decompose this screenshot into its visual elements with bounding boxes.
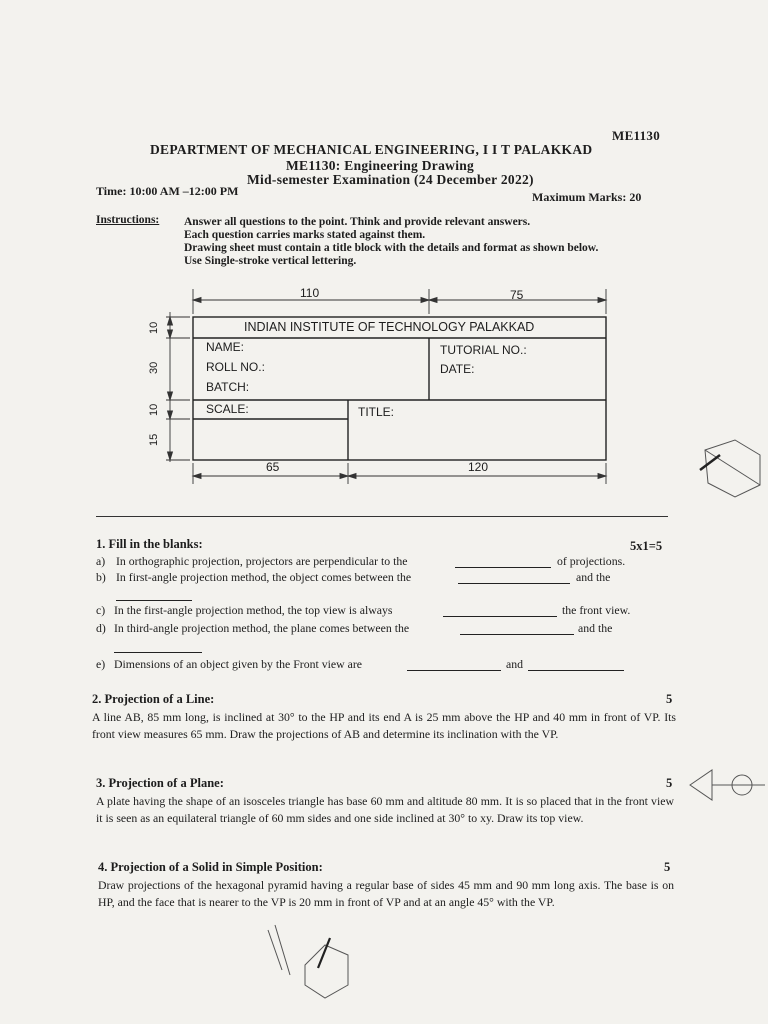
instruction-line: Use Single-stroke vertical lettering. <box>184 255 357 267</box>
q1a-tail: of projections. <box>557 554 626 568</box>
q4-body: Draw projections of the hexagonal pyramid having a regular base of sides 45 mm and 90 mm long axis. The base is on HP, and the face that is nearer to the VP is 20 mm in front of VP and at an angle 45° with the VP. <box>98 878 674 909</box>
field-batch: BATCH: <box>206 380 250 394</box>
instruction-line: Drawing sheet must contain a title block with the details and format as shown below. <box>184 242 599 254</box>
q1e-mid: and <box>506 657 524 671</box>
exam-time: Time: 10:00 AM –12:00 PM <box>96 184 239 198</box>
q1d-tail: and the <box>578 621 613 635</box>
q1e-text: Dimensions of an object given by the Front view are <box>114 657 363 671</box>
course-code: ME1130 <box>612 128 661 143</box>
exam-title: Mid-semester Examination (24 December 2022) <box>247 172 534 187</box>
q4-heading: 4. Projection of a Solid in Simple Position: <box>98 860 323 874</box>
institute-name: INDIAN INSTITUTE OF TECHNOLOGY PALAKKAD <box>244 320 535 334</box>
field-name: NAME: <box>206 340 245 354</box>
q1c-label: c) <box>96 603 106 617</box>
q1b-text: In first-angle projection method, the object comes between the <box>116 570 412 584</box>
max-marks: Maximum Marks: 20 <box>532 190 642 204</box>
q1c-text: In the first-angle projection method, the top view is always <box>114 603 393 617</box>
bottom-hexagon-sketch-icon <box>305 945 348 998</box>
dim-65: 65 <box>266 460 280 474</box>
q1b-label: b) <box>96 570 106 584</box>
q1b-tail: and the <box>576 570 611 584</box>
q1-marks: 5x1=5 <box>630 539 663 553</box>
q2-marks: 5 <box>666 692 673 706</box>
q1e-label: e) <box>96 657 106 671</box>
instruction-line: Each question carries marks stated against them. <box>184 229 426 241</box>
field-scale: SCALE: <box>206 402 249 416</box>
hexagon-sketch-icon <box>705 440 760 497</box>
q2-body: A line AB, 85 mm long, is inclined at 30° to the HP and its end A is 25 mm above the HP and 40 mm in front of VP. Its front view measures 65 mm. Draw the projections of AB and determine its inclination with the VP. <box>92 710 676 741</box>
course-title: ME1130: Engineering Drawing <box>286 158 475 173</box>
q1c-tail: the front view. <box>562 603 631 617</box>
dim-side-15: 15 <box>148 433 160 446</box>
dim-side-30: 30 <box>148 361 160 374</box>
q1a-text: In orthographic projection, projectors are perpendicular to the <box>116 554 408 568</box>
dim-side-10a: 10 <box>148 321 160 334</box>
department-title: DEPARTMENT OF MECHANICAL ENGINEERING, I I T PALAKKAD <box>150 142 593 157</box>
field-tutorial: TUTORIAL NO.: <box>440 343 527 357</box>
q1d-text: In third-angle projection method, the plane comes between the <box>114 621 410 635</box>
q3-marks: 5 <box>666 776 673 790</box>
field-roll: ROLL NO.: <box>206 360 265 374</box>
dim-120: 120 <box>468 460 489 474</box>
q1-heading: 1. Fill in the blanks: <box>96 537 203 551</box>
q1d-label: d) <box>96 621 106 635</box>
dim-110: 110 <box>300 286 320 300</box>
q3-heading: 3. Projection of a Plane: <box>96 776 224 790</box>
q1a-label: a) <box>96 554 106 568</box>
q4-marks: 5 <box>664 860 671 874</box>
q2-heading: 2. Projection of a Line: <box>92 692 215 706</box>
dim-75: 75 <box>510 288 524 302</box>
instructions-label: Instructions: <box>96 214 160 226</box>
field-date: DATE: <box>440 362 475 376</box>
instruction-line: Answer all questions to the point. Think and provide relevant answers. <box>184 216 531 228</box>
q3-body: A plate having the shape of an isosceles triangle has base 60 mm and altitude 80 mm. It is so placed that in the front view it is seen as an equilateral triangle of 60 mm sides and one side inclined at 30° to xy. Draw its top view. <box>96 794 674 825</box>
triangle-sketch-icon <box>690 770 712 800</box>
dim-side-10b: 10 <box>148 403 160 416</box>
field-title: TITLE: <box>358 405 395 419</box>
